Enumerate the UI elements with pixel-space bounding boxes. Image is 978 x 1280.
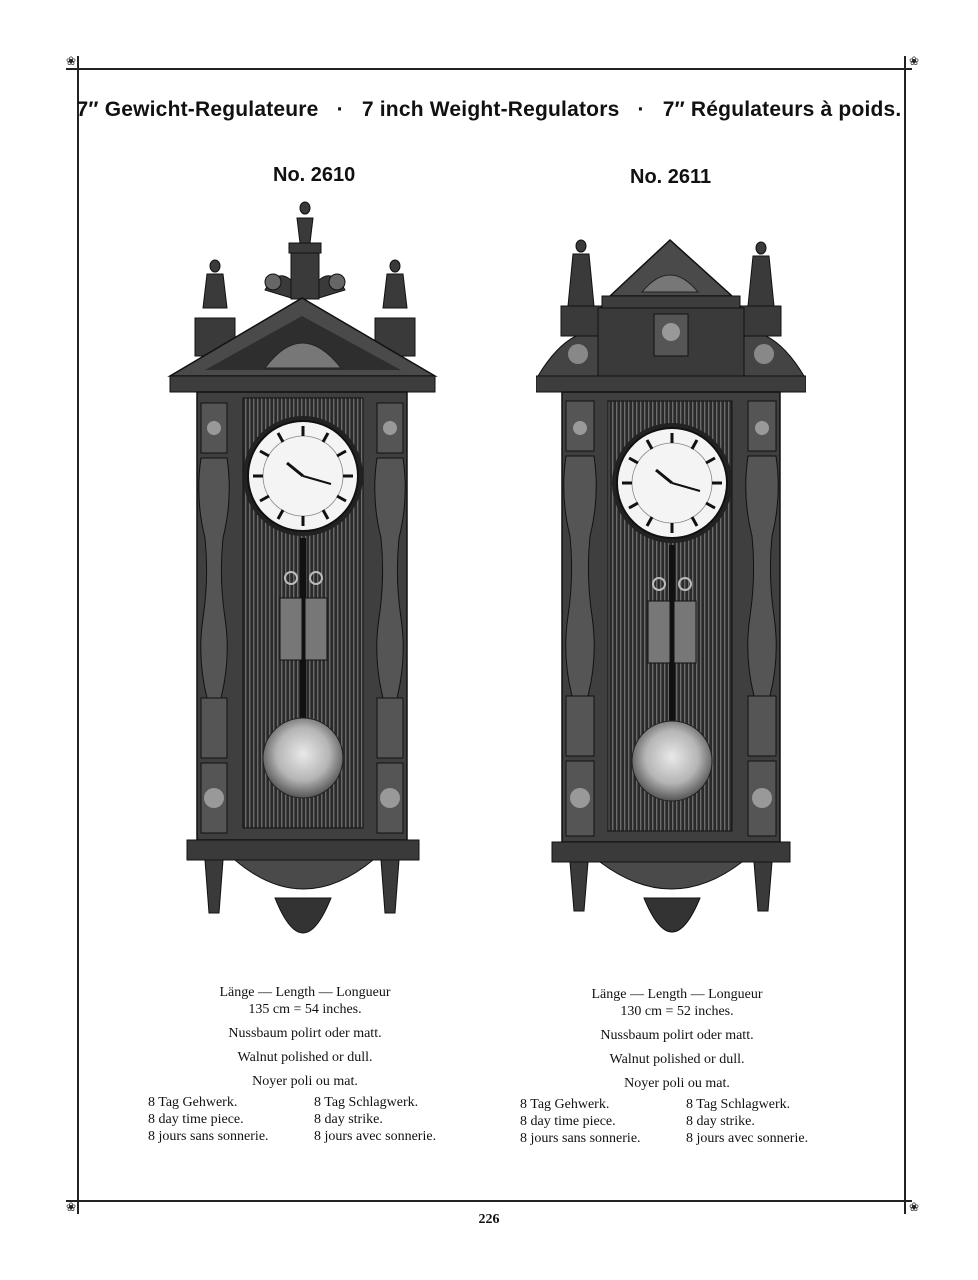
movement-line: 8 Tag Gehwerk. — [520, 1097, 610, 1112]
model-number-2611: No. 2611 — [630, 166, 712, 188]
frame-left-line — [77, 56, 79, 1214]
movement-line: 8 Tag Gehwerk. — [148, 1095, 238, 1110]
movement-line: 8 day strike. — [686, 1114, 755, 1129]
page-number: 226 — [478, 1212, 500, 1227]
header-french: 7″ Régulateurs à poids. — [662, 98, 902, 121]
movement-line: 8 day time piece. — [148, 1112, 244, 1127]
size-value: 130 cm = 52 inches. — [620, 1004, 734, 1019]
length-label: Länge — Length — Longueur — [219, 985, 391, 1000]
spec-block-2610 — [130, 984, 480, 1145]
movement-line: 8 jours sans sonnerie. — [148, 1129, 269, 1144]
corner-ornament-icon: ❀ — [908, 1200, 920, 1214]
header-german: 7″ Gewicht-Regulateure — [76, 98, 319, 121]
finish-german: Nussbaum polirt oder matt. — [600, 1028, 754, 1043]
corner-ornament-icon: ❀ — [65, 54, 77, 68]
finish-english: Walnut polished or dull. — [609, 1052, 745, 1067]
page-header — [0, 98, 978, 122]
header-separator: · — [336, 98, 344, 121]
finish-english: Walnut polished or dull. — [237, 1050, 373, 1065]
size-value: 135 cm = 54 inches. — [248, 1002, 362, 1017]
length-label: Länge — Length — Longueur — [591, 987, 763, 1002]
corner-ornament-icon: ❀ — [908, 54, 920, 68]
movement-line: 8 jours avec sonnerie. — [314, 1129, 437, 1144]
frame-bottom-line — [66, 1200, 912, 1202]
movement-line: 8 Tag Schlagwerk. — [686, 1097, 791, 1112]
header-english: 7 inch Weight-Regulators — [361, 98, 620, 121]
movement-line: 8 day time piece. — [520, 1114, 616, 1129]
header-separator: · — [637, 98, 645, 121]
movement-line: 8 Tag Schlagwerk. — [314, 1095, 419, 1110]
movement-line: 8 day strike. — [314, 1112, 383, 1127]
spec-block-2611 — [502, 986, 852, 1147]
movement-line: 8 jours avec sonnerie. — [686, 1131, 809, 1146]
frame-top-line — [66, 68, 912, 70]
wall-clock-2610-illustration — [165, 198, 440, 973]
corner-ornament-icon: ❀ — [65, 1200, 77, 1214]
finish-french: Noyer poli ou mat. — [624, 1076, 730, 1091]
model-number-2610: No. 2610 — [273, 164, 356, 186]
finish-french: Noyer poli ou mat. — [252, 1074, 358, 1089]
finish-german: Nussbaum polirt oder matt. — [228, 1026, 382, 1041]
wall-clock-2611-illustration — [536, 236, 806, 971]
frame-right-line — [904, 56, 906, 1214]
movement-line: 8 jours sans sonnerie. — [520, 1131, 641, 1146]
